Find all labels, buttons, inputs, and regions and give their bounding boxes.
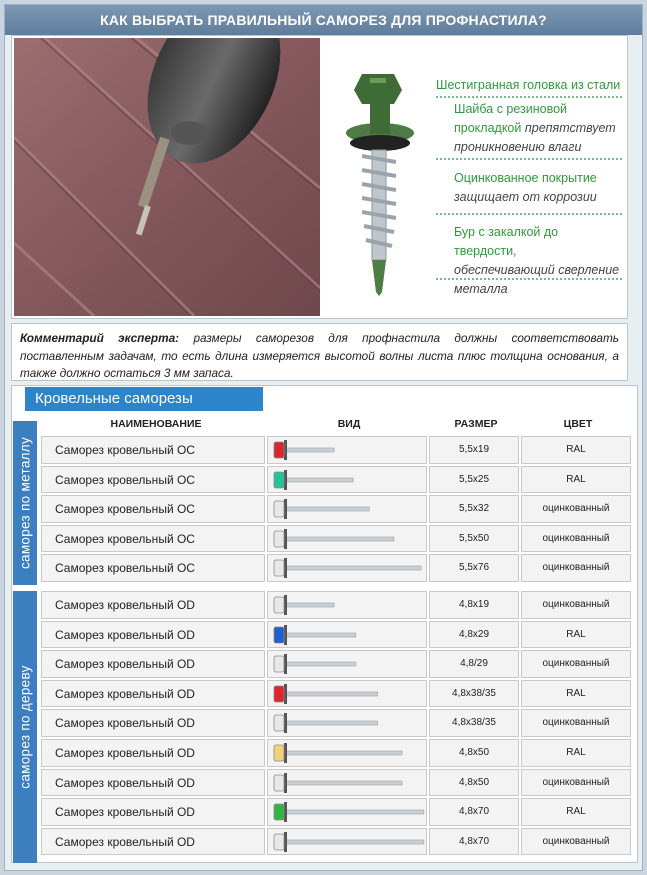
screw-image: [267, 621, 427, 649]
table-row: [41, 553, 633, 583]
screw-icon: [268, 437, 426, 463]
header-view: ВИД: [337, 418, 361, 430]
header-name: НАИМЕНОВАНИЕ: [110, 418, 202, 430]
screw-size: 4,8х19: [429, 591, 519, 619]
table-row: [41, 649, 633, 679]
table-row: [41, 708, 633, 738]
table-row: [41, 465, 633, 495]
screw-image: [267, 680, 427, 708]
screw-color: RAL: [521, 798, 631, 826]
screw-name: Саморез кровельный OD: [41, 798, 265, 826]
callout-rule: [436, 96, 622, 98]
roofing-photo: [14, 38, 320, 316]
screw-icon: [268, 555, 426, 581]
screw-image: [267, 525, 427, 553]
table-row: [41, 524, 633, 554]
table-row: [41, 435, 633, 465]
screw-image: [267, 709, 427, 737]
screw-icon: [268, 799, 426, 825]
comment-text: размеры саморезов для профнастила должны соответствовать поставленным задачам, то есть длина измеряется высотой волны листа плюс толщина основания, а также должно остаться 3 мм запаса.: [20, 331, 619, 380]
screw-image: [267, 769, 427, 797]
callout-rule: [436, 213, 622, 215]
screw-image: [267, 495, 427, 523]
roofing-screw-icon: [332, 38, 442, 316]
infographic-frame: [4, 4, 643, 871]
screw-icon: [268, 829, 426, 855]
screw-color: RAL: [521, 466, 631, 494]
screw-icon: [268, 681, 426, 707]
screw-size: 5,5х32: [429, 495, 519, 523]
screw-image: [267, 798, 427, 826]
callout-washer: Шайба с резиновой прокладкой препятствует проникновению влаги: [454, 102, 616, 154]
screw-icon: [268, 770, 426, 796]
table-row: [41, 827, 633, 857]
screw-name: Саморез кровельный ОС: [41, 466, 265, 494]
screw-size: 4,8х29: [429, 621, 519, 649]
header-color: ЦВЕТ: [563, 418, 593, 430]
screw-image: [267, 436, 427, 464]
screw-name: Саморез кровельный OD: [41, 621, 265, 649]
screw-icon: [268, 651, 426, 677]
callout-head: Шестигранная головка из стали: [436, 78, 621, 92]
screw-color: оцинкованный: [521, 650, 631, 678]
table-row: [41, 679, 633, 709]
screw-name: Саморез кровельный ОС: [41, 554, 265, 582]
screw-color: оцинкованный: [521, 591, 631, 619]
callout-drill: Бур с закалкой до твердости, обеспечивающий сверление металла: [454, 225, 620, 296]
table-title: Кровельные саморезы: [25, 387, 263, 411]
callout-coating: Оцинкованное покрытие защищает от коррозии: [454, 171, 597, 204]
screw-name: Саморез кровельный OD: [41, 591, 265, 619]
table-row: [41, 620, 633, 650]
expert-comment: [11, 323, 628, 381]
screw-size: 4,8х38/35: [429, 709, 519, 737]
screw-name: Саморез кровельный OD: [41, 769, 265, 797]
table-row: [41, 768, 633, 798]
screw-size: 4,8х70: [429, 798, 519, 826]
screw-size: 4,8х50: [429, 739, 519, 767]
comment-lead: Комментарий эксперта:: [20, 331, 180, 345]
table-row: [41, 590, 633, 620]
table-row: [41, 494, 633, 524]
callout-rule: [436, 158, 622, 160]
table-row: [41, 738, 633, 768]
screw-image: [267, 466, 427, 494]
screw-color: оцинкованный: [521, 495, 631, 523]
group-label-wood: саморез по дереву: [13, 591, 37, 863]
screw-diagram: [332, 38, 624, 316]
screw-color: оцинкованный: [521, 554, 631, 582]
screw-image: [267, 591, 427, 619]
screw-icon: [268, 740, 426, 766]
header-size: РАЗМЕР: [454, 418, 498, 430]
screw-size: 4,8/29: [429, 650, 519, 678]
screw-name: Саморез кровельный ОС: [41, 525, 265, 553]
screw-name: Саморез кровельный ОС: [41, 495, 265, 523]
screw-color: оцинкованный: [521, 709, 631, 737]
screw-image: [267, 554, 427, 582]
screw-icon: [268, 622, 426, 648]
screw-size: 4,8х50: [429, 769, 519, 797]
screw-icon: [268, 710, 426, 736]
screw-color: RAL: [521, 680, 631, 708]
screw-size: 4,8х70: [429, 828, 519, 856]
screw-size: 5,5х19: [429, 436, 519, 464]
screw-icon: [268, 467, 426, 493]
screw-icon: [268, 496, 426, 522]
illustration-panel: [11, 35, 628, 319]
screw-size: 4,8х38/35: [429, 680, 519, 708]
screw-color: RAL: [521, 621, 631, 649]
screw-size: 5,5х50: [429, 525, 519, 553]
banner-title: КАК ВЫБРАТЬ ПРАВИЛЬНЫЙ САМОРЕЗ ДЛЯ ПРОФНАСТИЛА?: [5, 5, 642, 35]
screw-image: [267, 650, 427, 678]
screw-color: RAL: [521, 436, 631, 464]
screw-size: 5,5х25: [429, 466, 519, 494]
screw-icon: [268, 526, 426, 552]
screw-name: Саморез кровельный OD: [41, 739, 265, 767]
screw-color: оцинкованный: [521, 525, 631, 553]
screw-color: оцинкованный: [521, 828, 631, 856]
screw-name: Саморез кровельный OD: [41, 709, 265, 737]
screw-size: 5,5х76: [429, 554, 519, 582]
screw-image: [267, 828, 427, 856]
screw-image: [267, 739, 427, 767]
screw-icon: [268, 592, 426, 618]
screw-name: Саморез кровельный OD: [41, 650, 265, 678]
table-row: [41, 797, 633, 827]
group-label-metal: саморез по металлу: [13, 421, 37, 585]
screw-color: оцинкованный: [521, 769, 631, 797]
screw-name: Саморез кровельный OD: [41, 680, 265, 708]
callout-rule: [436, 278, 622, 280]
screw-name: Саморез кровельный OD: [41, 828, 265, 856]
screw-name: Саморез кровельный ОС: [41, 436, 265, 464]
screw-color: RAL: [521, 739, 631, 767]
